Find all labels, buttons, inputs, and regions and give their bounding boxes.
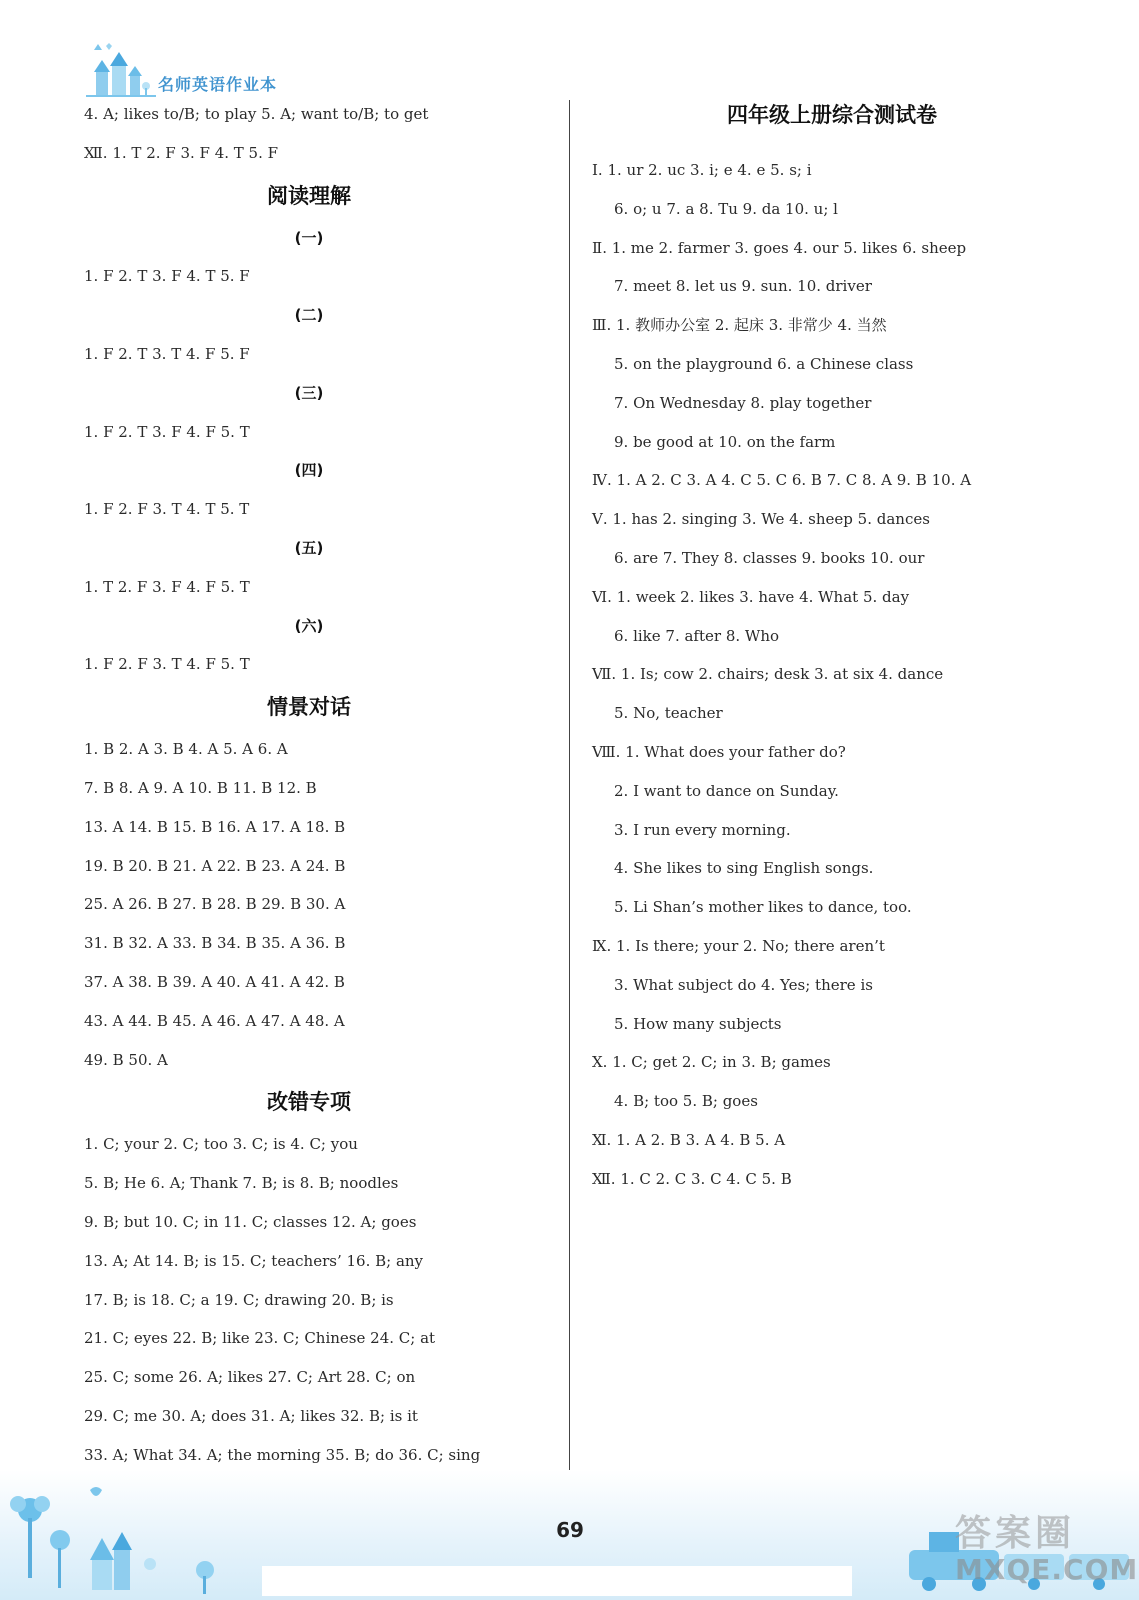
watermark-cn: 答案圈 xyxy=(955,1513,1076,1554)
part-label: (二) xyxy=(294,306,324,325)
answer-line: Ⅶ. 1. Is; cow 2. chairs; desk 3. at six 4. dance xyxy=(592,665,944,684)
answer-line: 4. She likes to sing English songs. xyxy=(614,859,874,878)
part-label: (五) xyxy=(294,538,324,557)
answer-line: 1. F 2. T 3. T 4. F 5. F xyxy=(84,344,250,363)
answer-line: Ⅵ. 1. week 2. likes 3. have 4. What 5. day xyxy=(592,587,910,606)
answer-line: 7. On Wednesday 8. play together xyxy=(614,393,872,412)
answer-line: Ⅻ. 1. T 2. F 3. F 4. T 5. F xyxy=(84,143,279,162)
answer-line: 31. B 32. A 33. B 34. B 35. A 36. B xyxy=(84,934,346,953)
answer-line: 7. B 8. A 9. A 10. B 11. B 12. B xyxy=(84,778,317,797)
answer-line: 33. A; What 34. A; the morning 35. B; do 36. C; sing xyxy=(84,1445,481,1464)
brand-title: 名师英语作业本 xyxy=(158,75,278,94)
answer-line: 4. B; too 5. B; goes xyxy=(614,1092,758,1111)
answer-line: 1. F 2. T 3. F 4. T 5. F xyxy=(84,267,250,286)
part-label: (六) xyxy=(294,616,324,635)
page-number: 69 xyxy=(556,1518,584,1542)
answer-line: 1. B 2. A 3. B 4. A 5. A 6. A xyxy=(84,740,288,759)
answer-line: 2. I want to dance on Sunday. xyxy=(614,781,839,800)
answer-line: 1. F 2. F 3. T 4. F 5. T xyxy=(84,655,250,674)
answer-line: Ⅻ. 1. C 2. C 3. C 4. C 5. B xyxy=(592,1169,792,1188)
answer-line: Ⅱ. 1. me 2. farmer 3. goes 4. our 5. likes 6. sheep xyxy=(592,238,967,257)
test-title: 四年级上册综合测试卷 xyxy=(727,103,937,127)
answer-line: 49. B 50. A xyxy=(84,1050,168,1069)
answer-line: Ⅸ. 1. Is there; your 2. No; there aren’t xyxy=(592,936,885,955)
answer-line: 1. T 2. F 3. F 4. F 5. T xyxy=(84,577,250,596)
flower-castle-icon xyxy=(0,1470,240,1600)
answer-line: Ⅳ. 1. A 2. C 3. A 4. C 5. C 6. B 7. C 8. A 9. B 10. A xyxy=(592,471,972,490)
answer-line: 13. A; At 14. B; is 15. C; teachers’ 16. B; any xyxy=(84,1251,424,1270)
answer-line: 1. C; your 2. C; too 3. C; is 4. C; you xyxy=(84,1135,358,1154)
answer-line: 25. C; some 26. A; likes 27. C; Art 28. C; on xyxy=(84,1368,416,1387)
right-column xyxy=(592,95,1072,1199)
answer-line: 4. A; likes to/B; to play 5. A; want to/B; to get xyxy=(84,105,429,123)
answer-line: Ⅹ. 1. C; get 2. C; in 3. B; games xyxy=(592,1053,831,1072)
section-title-dialogue: 情景对话 xyxy=(267,695,351,720)
answer-line: 3. I run every morning. xyxy=(614,820,791,839)
answer-line: 6. are 7. They 8. classes 9. books 10. our xyxy=(614,548,925,567)
answer-line: 13. A 14. B 15. B 16. A 17. A 18. B xyxy=(84,817,346,836)
answer-line: 43. A 44. B 45. A 46. A 47. A 48. A xyxy=(84,1011,345,1030)
answer-line: 5. Li Shan’s mother likes to dance, too. xyxy=(614,898,912,917)
column-divider xyxy=(569,100,570,1500)
answer-line: 29. C; me 30. A; does 31. A; likes 32. B; is it xyxy=(84,1406,418,1425)
answer-line: 19. B 20. B 21. A 22. B 23. A 24. B xyxy=(84,856,346,875)
answer-line: 5. How many subjects xyxy=(614,1014,782,1033)
part-label: (一) xyxy=(294,228,324,247)
answer-line: 5. B; He 6. A; Thank 7. B; is 8. B; noodles xyxy=(84,1174,399,1193)
answer-line: 25. A 26. B 27. B 28. B 29. B 30. A xyxy=(84,895,346,914)
right-answer-list xyxy=(592,151,1072,1199)
footer-bar xyxy=(262,1566,852,1596)
answer-line: 21. C; eyes 22. B; like 23. C; Chinese 24. C; at xyxy=(84,1329,436,1348)
answer-line: 5. on the playground 6. a Chinese class xyxy=(614,354,914,373)
answer-line: 3. What subject do 4. Yes; there is xyxy=(614,975,873,994)
answer-line: Ⅴ. 1. has 2. singing 3. We 4. sheep 5. dances xyxy=(592,510,930,529)
answer-line: 6. o; u 7. a 8. Tu 9. da 10. u; l xyxy=(614,199,838,218)
answer-line: 9. B; but 10. C; in 11. C; classes 12. A; goes xyxy=(84,1212,417,1231)
section-title-reading: 阅读理解 xyxy=(267,183,351,208)
answer-line: 6. like 7. after 8. Who xyxy=(614,626,780,645)
answer-line: 1. F 2. T 3. F 4. F 5. T xyxy=(84,422,250,441)
watermark-en: MXQE.COM xyxy=(955,1553,1139,1586)
answer-line: 1. F 2. F 3. T 4. T 5. T xyxy=(84,500,250,519)
answer-line: 37. A 38. B 39. A 40. A 41. A 42. B xyxy=(84,972,345,991)
part-label: (三) xyxy=(294,383,324,402)
section-title-errors: 改错专项 xyxy=(267,1090,351,1115)
answer-line: Ⅷ. 1. What does your father do? xyxy=(592,742,846,761)
answer-line: 17. B; is 18. C; a 19. C; drawing 20. B; is xyxy=(84,1290,394,1309)
header-brand xyxy=(80,42,340,98)
answer-line: Ⅺ. 1. A 2. B 3. A 4. B 5. A xyxy=(592,1130,786,1149)
watermark xyxy=(935,1505,1139,1595)
answer-line: Ⅰ. 1. ur 2. uc 3. i; e 4. e 5. s; i xyxy=(592,161,812,179)
answer-line: Ⅲ. 1. 教师办公室 2. 起床 3. 非常少 4. 当然 xyxy=(592,316,887,335)
part-label: (四) xyxy=(294,461,324,480)
answer-line: 5. No, teacher xyxy=(614,704,723,723)
left-column xyxy=(84,95,554,1513)
answer-line: 9. be good at 10. on the farm xyxy=(614,432,836,451)
answer-line: 7. meet 8. let us 9. sun. 10. driver xyxy=(614,277,872,296)
castle-logo-icon xyxy=(86,42,158,98)
